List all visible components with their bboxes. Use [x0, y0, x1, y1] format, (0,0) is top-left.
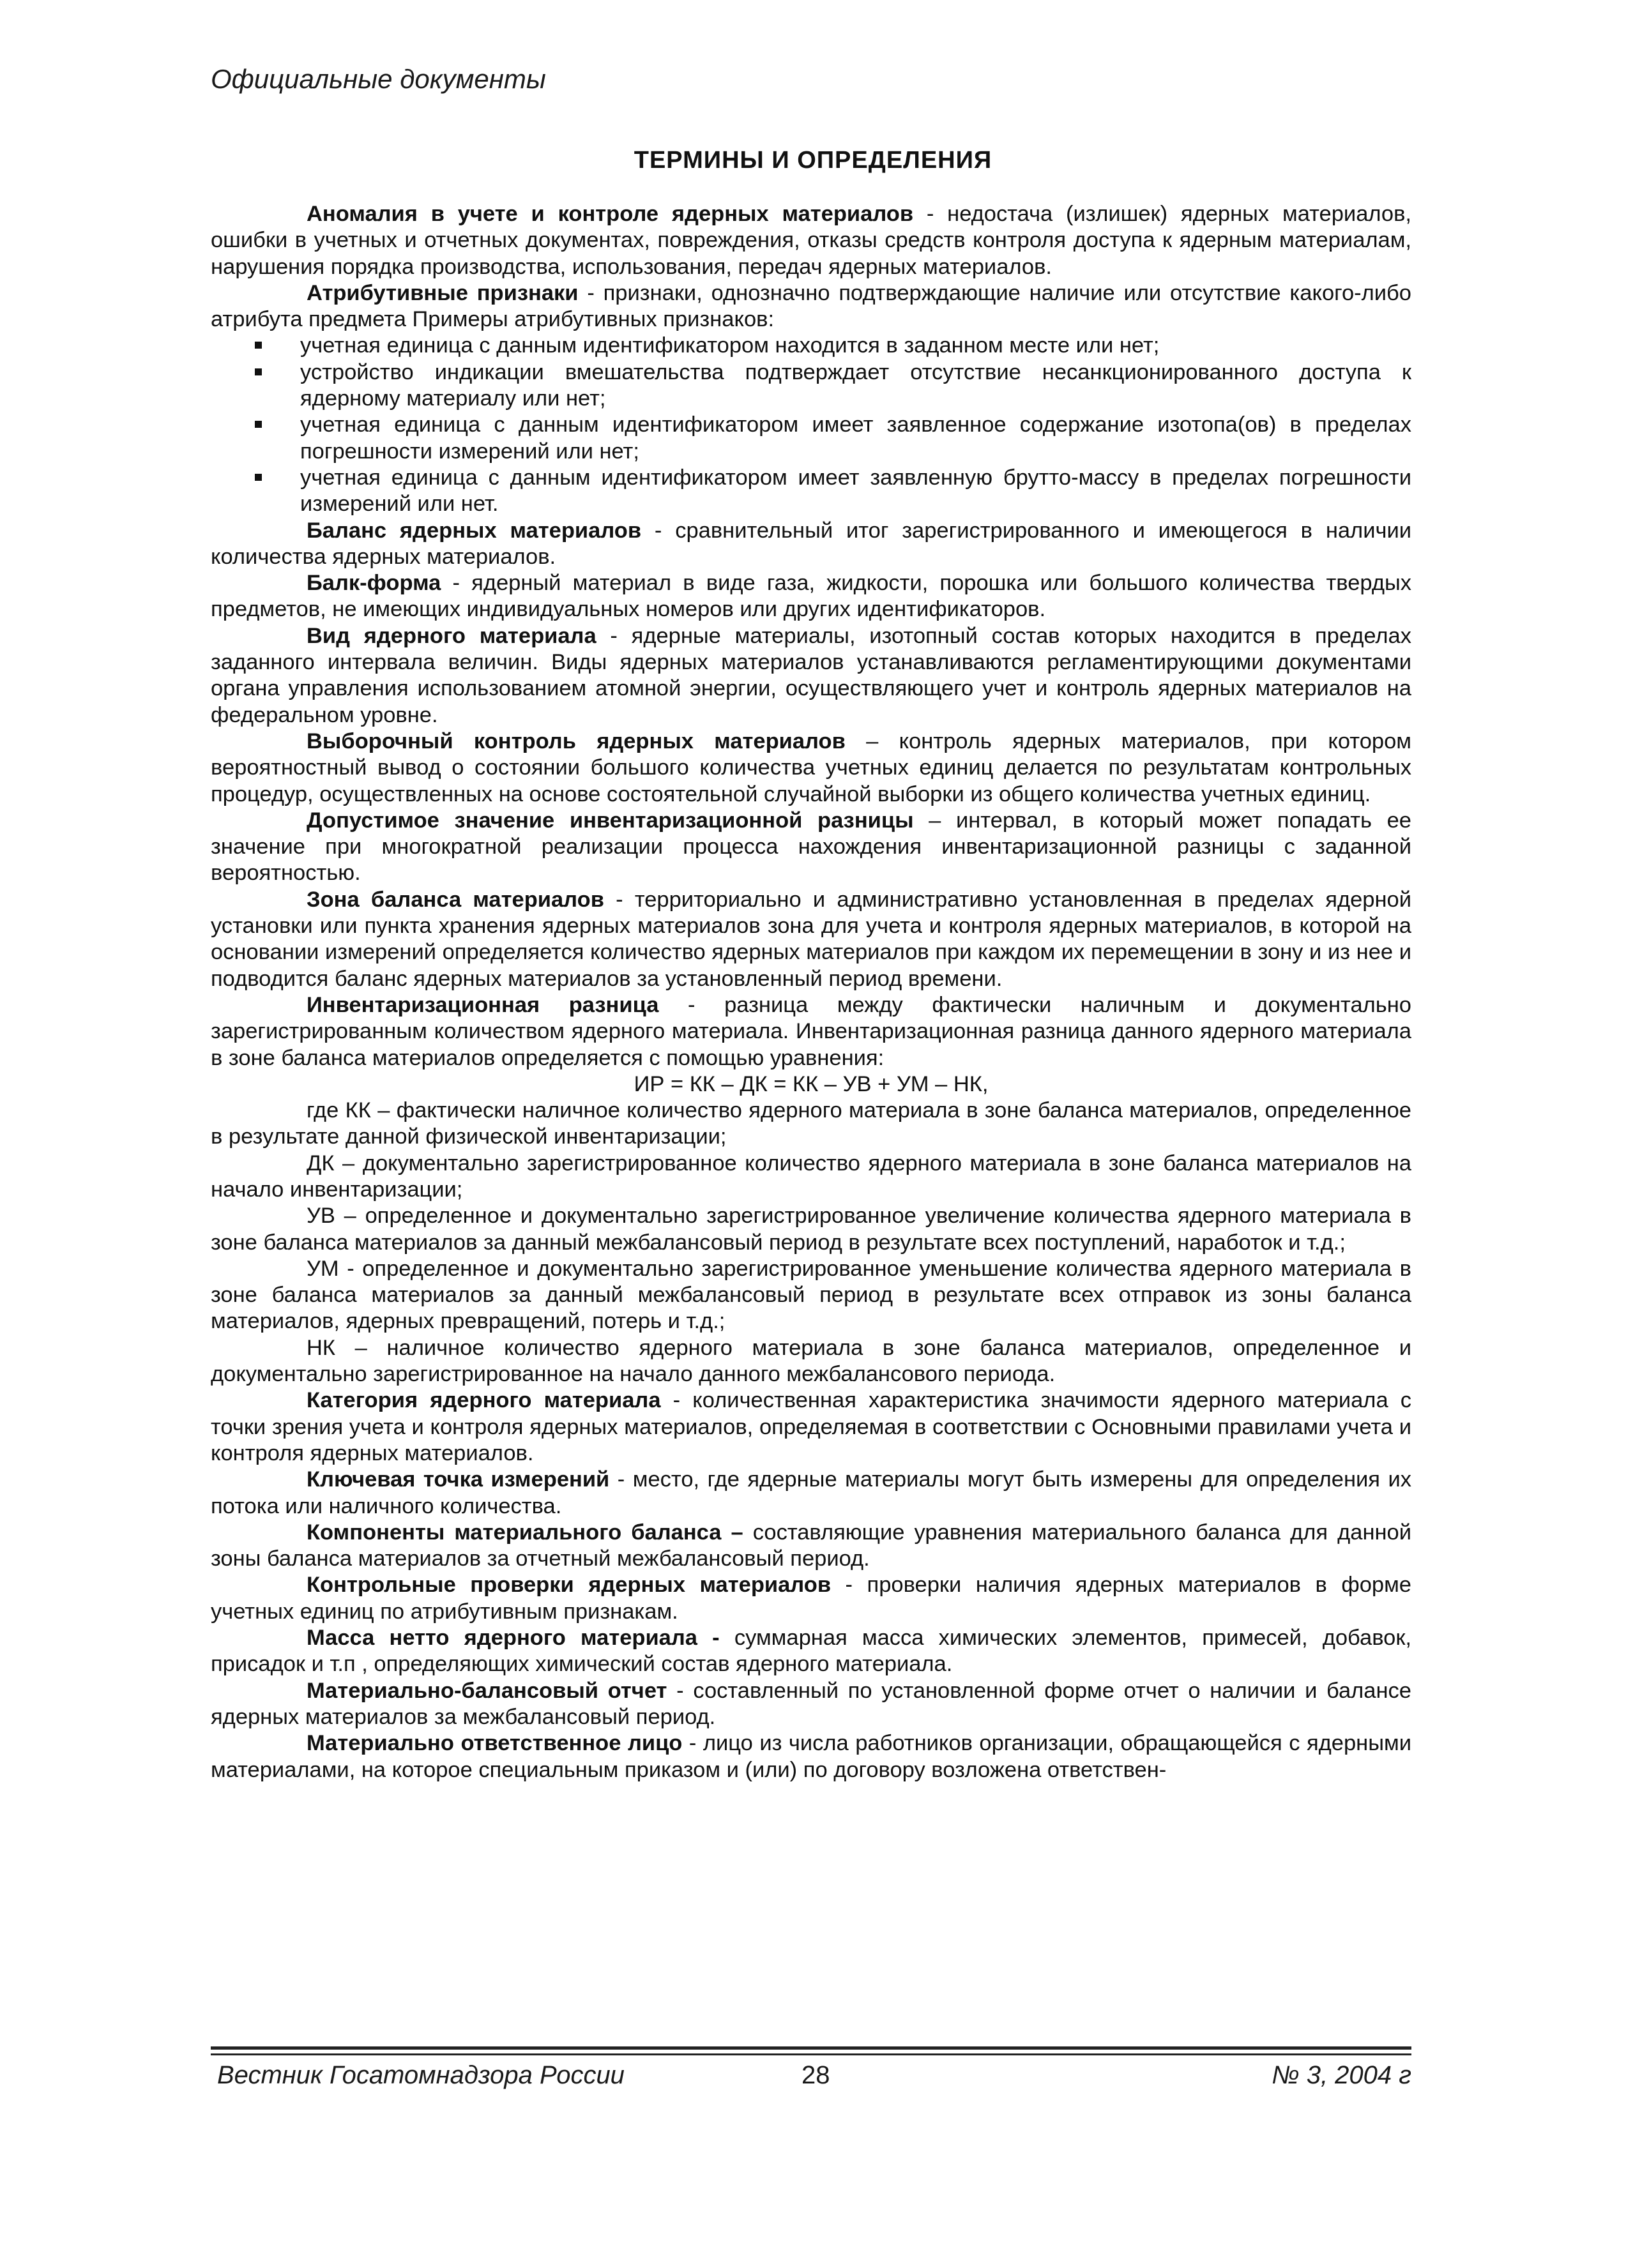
term-definition: – контроль ядерных материалов, при котором вероятностный вывод о состоянии большого количества учетных единиц делается по результатам контрольных процедур, осуществленных на основе состоятельной случайной выборки из общего количества учетных единиц. — [211, 729, 1411, 806]
term-heading: Выборочный контроль ядерных материалов — [307, 729, 846, 753]
term-definition: - ядерный материал в виде газа, жидкости, порошка или большого количества твердых предметов, не имеющих индивидуальных номеров или других идентификаторов. — [211, 571, 1411, 622]
equation-definition: где КК – фактически наличное количество ядерного материала в зоне баланса материалов, определенное в результате данной физической инвентаризации; — [211, 1098, 1411, 1149]
list-item: учетная единица с данным идентификатором находится в заданном месте или нет; — [300, 333, 1411, 359]
term-definition: - разница между фактически наличным и документально зарегистрированным количеством ядерного материала. Инвентаризационная разница данного ядерного материала в зоне баланса материалов определяется с помощью уравнения: — [211, 992, 1411, 1070]
list-item: учетная единица с данным идентификатором имеет заявленное содержание изотопа(ов) в пределах погрешности измерений или нет; — [300, 412, 1411, 465]
term-heading: Компоненты материального баланса – — [307, 1520, 743, 1545]
term-definition: - территориально и административно установленная в пределах ядерной установки или пункта хранения ядерных материалов зона для учета и контроля ядерных материалов, в которой на основании измерений определяется количество ядерных материалов при каждом их перемещении в зону и из нее и подводится баланс ядерных материалов за установленный период времени. — [211, 887, 1411, 991]
issue-number: № 3, 2004 г — [1272, 2061, 1411, 2089]
term-definition: - недостача (излишек) ядерных материалов, ошибки в учетных и отчетных документах, повреждения, отказы средств контроля доступа к ядерным материалам, нарушения порядка производства, использования, передач ядерных материалов. — [211, 202, 1412, 279]
page-title: ТЕРМИНЫ И ОПРЕДЕЛЕНИЯ — [634, 147, 992, 174]
term-definition: - ядерные материалы, изотопный состав которых находится в пределах заданного интервала величин. Виды ядерных материалов устанавливаются регламентирующими документами органа управления использованием атомной энергии, осуществляющего учет и контроль ядерных материалов на федеральном уровне. — [211, 623, 1411, 727]
term-heading: Категория ядерного материала — [307, 1388, 661, 1413]
term-heading: Ключевая точка измерений — [307, 1467, 610, 1492]
term-heading: Допустимое значение инвентаризационной разницы — [307, 808, 914, 833]
term-definition: - сравнительный итог зарегистрированного и имеющегося в наличии количества ядерных материалов. — [211, 518, 1411, 569]
term-definition: составляющие уравнения материального баланса для данной зоны баланса материалов за отчетный межбалансовый период. — [211, 1520, 1412, 1571]
term-heading: Вид ядерного материала — [307, 623, 596, 648]
entry-bulk-form — [211, 570, 1411, 623]
list-item: учетная единица с данным идентификатором имеет заявленную брутто-массу в пределах погрешности измерений или нет. — [300, 465, 1411, 518]
entry-balance-report — [211, 1678, 1411, 1731]
entry-responsible-person — [211, 1730, 1411, 1783]
term-definition: - составленный по установленной форме отчет о наличии и балансе ядерных материалов за межбалансовый период. — [211, 1678, 1411, 1729]
term-definition: - проверки наличия ядерных материалов в форме учетных единиц по атрибутивным признакам. — [211, 1573, 1411, 1624]
entry-balance-zone — [211, 887, 1411, 992]
body-text — [211, 201, 1411, 1783]
term-heading: Контрольные проверки ядерных материалов — [307, 1573, 832, 1598]
attribute-examples-list — [211, 333, 1411, 517]
equation-definition: УВ – определенное и документально зарегистрированное увеличение количества ядерного материала в зоне баланса материалов за данный межбалансовый период в результате всех поступлений, наработок и т.д.; — [211, 1204, 1411, 1255]
list-item: устройство индикации вмешательства подтверждает отсутствие несанкционированного доступа к ядерному материалу или нет; — [300, 359, 1411, 412]
equation-definition: УМ - определенное и документально зарегистрированное уменьшение количества ядерного материала в зоне баланса материалов за данный межбалансовый период в результате всех отправок из зоны баланса материалов, ядерных превращений, потерь и т.д.; — [211, 1256, 1411, 1334]
term-heading: Аномалия в учете и контроле ядерных материалов — [307, 202, 914, 226]
entry-anomaly — [211, 201, 1411, 280]
entry-net-mass — [211, 1625, 1411, 1678]
entry-sampling-control — [211, 729, 1411, 808]
term-heading: Инвентаризационная разница — [307, 992, 659, 1017]
entry-key-measurement-point — [211, 1467, 1411, 1520]
entry-balance — [211, 518, 1411, 571]
term-definition: - признаки, однозначно подтверждающие наличие или отсутствие какого-либо атрибута предмета Примеры атрибутивных признаков: — [211, 280, 1411, 332]
equation-definition: ДК – документально зарегистрированное количество ядерного материала в зоне баланса материалов на начало инвентаризации; — [211, 1151, 1411, 1202]
footer-divider — [211, 2046, 1411, 2055]
term-definition: - место, где ядерные материалы могут быть измерены для определения их потока или наличного количества. — [211, 1467, 1411, 1518]
term-heading: Масса нетто ядерного материала - — [307, 1626, 720, 1651]
term-heading: Баланс ядерных материалов — [307, 518, 642, 543]
term-definition: суммарная масса химических элементов, примесей, добавок, присадок и т.п , определяющих химический состав ядерного материала. — [211, 1626, 1412, 1677]
balance-equation: ИР = КК – ДК = КК – УВ + УМ – НК, — [634, 1071, 989, 1096]
page-number: 28 — [802, 2061, 830, 2089]
entry-category — [211, 1387, 1411, 1467]
journal-name: Вестник Госатомнадзора России — [217, 2061, 625, 2089]
term-heading: Материально-балансовый отчет — [307, 1678, 667, 1703]
term-heading: Материально ответственное лицо — [307, 1731, 683, 1756]
equation-definition: НК – наличное количество ядерного материала в зоне баланса материалов, определенное и документально зарегистрированное на начало данного межбалансового периода. — [211, 1335, 1411, 1387]
entry-control-checks — [211, 1572, 1411, 1625]
term-definition: - количественная характеристика значимости ядерного материала с точки зрения учета и контроля ядерных материалов, определяемая в соответствии с Основными правилами учета и контроля ядерных материалов. — [211, 1388, 1411, 1465]
running-head: Официальные документы — [211, 64, 546, 94]
term-heading: Балк-форма — [307, 571, 441, 596]
term-definition: – интервал, в который может попадать ее значение при многократной реализации процесса нахождения инвентаризационной разницы с заданной вероятностью. — [211, 808, 1411, 886]
term-heading: Зона баланса материалов — [307, 887, 604, 912]
entry-balance-components — [211, 1520, 1411, 1573]
term-heading: Атрибутивные признаки — [307, 280, 579, 305]
entry-material-kind — [211, 623, 1411, 729]
entry-inventory-difference — [211, 992, 1411, 1071]
entry-attributive — [211, 280, 1411, 333]
term-definition: - лицо из числа работников организации, обращающейся с ядерными материалами, на которое специальным приказом и (или) по договору возложена ответствен- — [211, 1731, 1411, 1782]
entry-tolerance — [211, 808, 1411, 887]
